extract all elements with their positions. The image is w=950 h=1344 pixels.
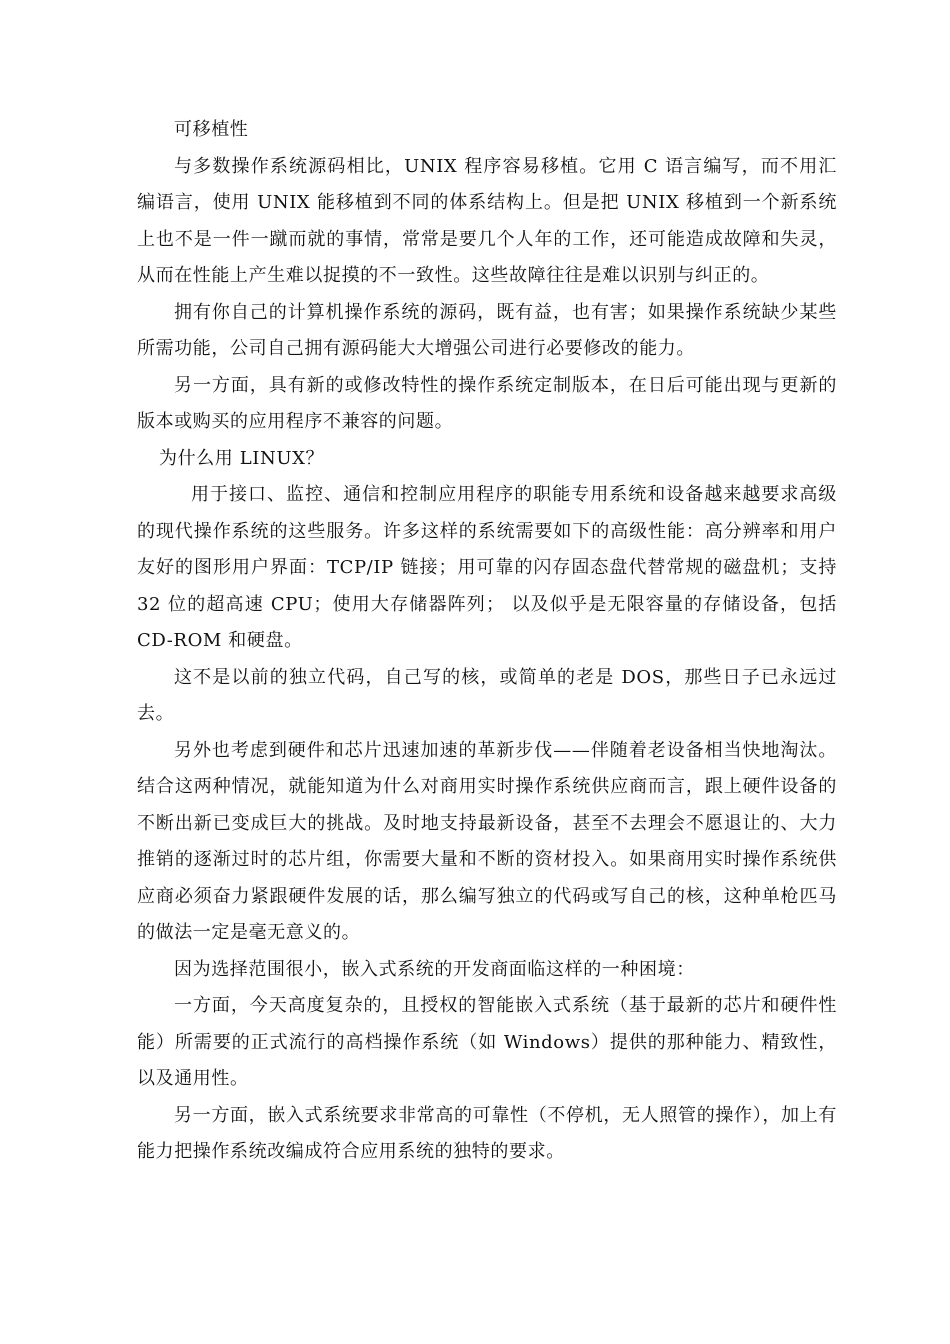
- paragraph-unix-portability: 与多数操作系统源码相比，UNIX 程序容易移植。它用 C 语言编写，而不用汇编语言，使用 UNIX 能移植到不同的体系结构上。但是把 UNIX 移植到一个新系统上也不是一件一蹴而就的事情，常常是要几个人年的工作，还可能造成故障和失灵，从而在性能上产生难以捉摸的不一致性。这些故障往往是难以识别与纠正的。: [137, 155, 837, 286]
- paragraph-one-hand: 一方面，今天高度复杂的，且授权的智能嵌入式系统（基于最新的芯片和硬件性能）所需要的正式流行的高档操作系统（如 Windows）提供的那种能力、精致性，以及通用性。: [137, 995, 837, 1089]
- document-body: [137, 112, 837, 1171]
- paragraph-other-hand: 另一方面，嵌入式系统要求非常高的可靠性（不停机，无人照管的操作），加上有能力把操作系统改编成符合应用系统的独特的要求。: [137, 1104, 837, 1162]
- section-heading-why-linux: 为什么用 LINUX？: [159, 447, 325, 469]
- paragraph-custom-version: 另一方面，具有新的或修改特性的操作系统定制版本，在日后可能出现与更新的版本或购买的应用程序不兼容的问题。: [137, 374, 837, 432]
- paragraph-old-days: 这不是以前的独立代码，自己写的核，或简单的老是 DOS，那些日子已永远过去。: [137, 666, 837, 724]
- paragraph-own-source-code: 拥有你自己的计算机操作系统的源码，既有益，也有害；如果操作系统缺少某些所需功能，公司自己拥有源码能大大增强公司进行必要修改的能力。: [137, 301, 837, 359]
- paragraph-dilemma: 因为选择范围很小，嵌入式系统的开发商面临这样的一种困境：: [174, 958, 695, 980]
- section-heading-portability: 可移植性: [174, 119, 249, 140]
- paragraph-hardware-pace: 另外也考虑到硬件和芯片迅速加速的革新步伐——伴随着老设备相当快地淘汰。结合这两种情况，就能知道为什么对商用实时操作系统供应商而言，跟上硬件设备的不断出新已变成巨大的挑战。及时地支持最新设备，甚至不去理会不愿退让的、大力推销的逐渐过时的芯片组，你需要大量和不断的资材投入。如果商用实时操作系统供应商必须奋力紧跟硬件发展的话，那么编写独立的代码或写自己的核，这种单枪匹马的做法一定是毫无意义的。: [137, 739, 837, 943]
- paragraph-advanced-services: 用于接口、监控、通信和控制应用程序的职能专用系统和设备越来越要求高级的现代操作系统的这些服务。许多这样的系统需要如下的高级性能：高分辨率和用户友好的图形用户界面：TCP/IP 链接；用可靠的闪存固态盘代替常规的磁盘机；支持 32 位的超高速 CPU；使用大存储器阵列； 以及似乎是无限容量的存储设备，包括 CD-ROM 和硬盘。: [137, 484, 837, 651]
